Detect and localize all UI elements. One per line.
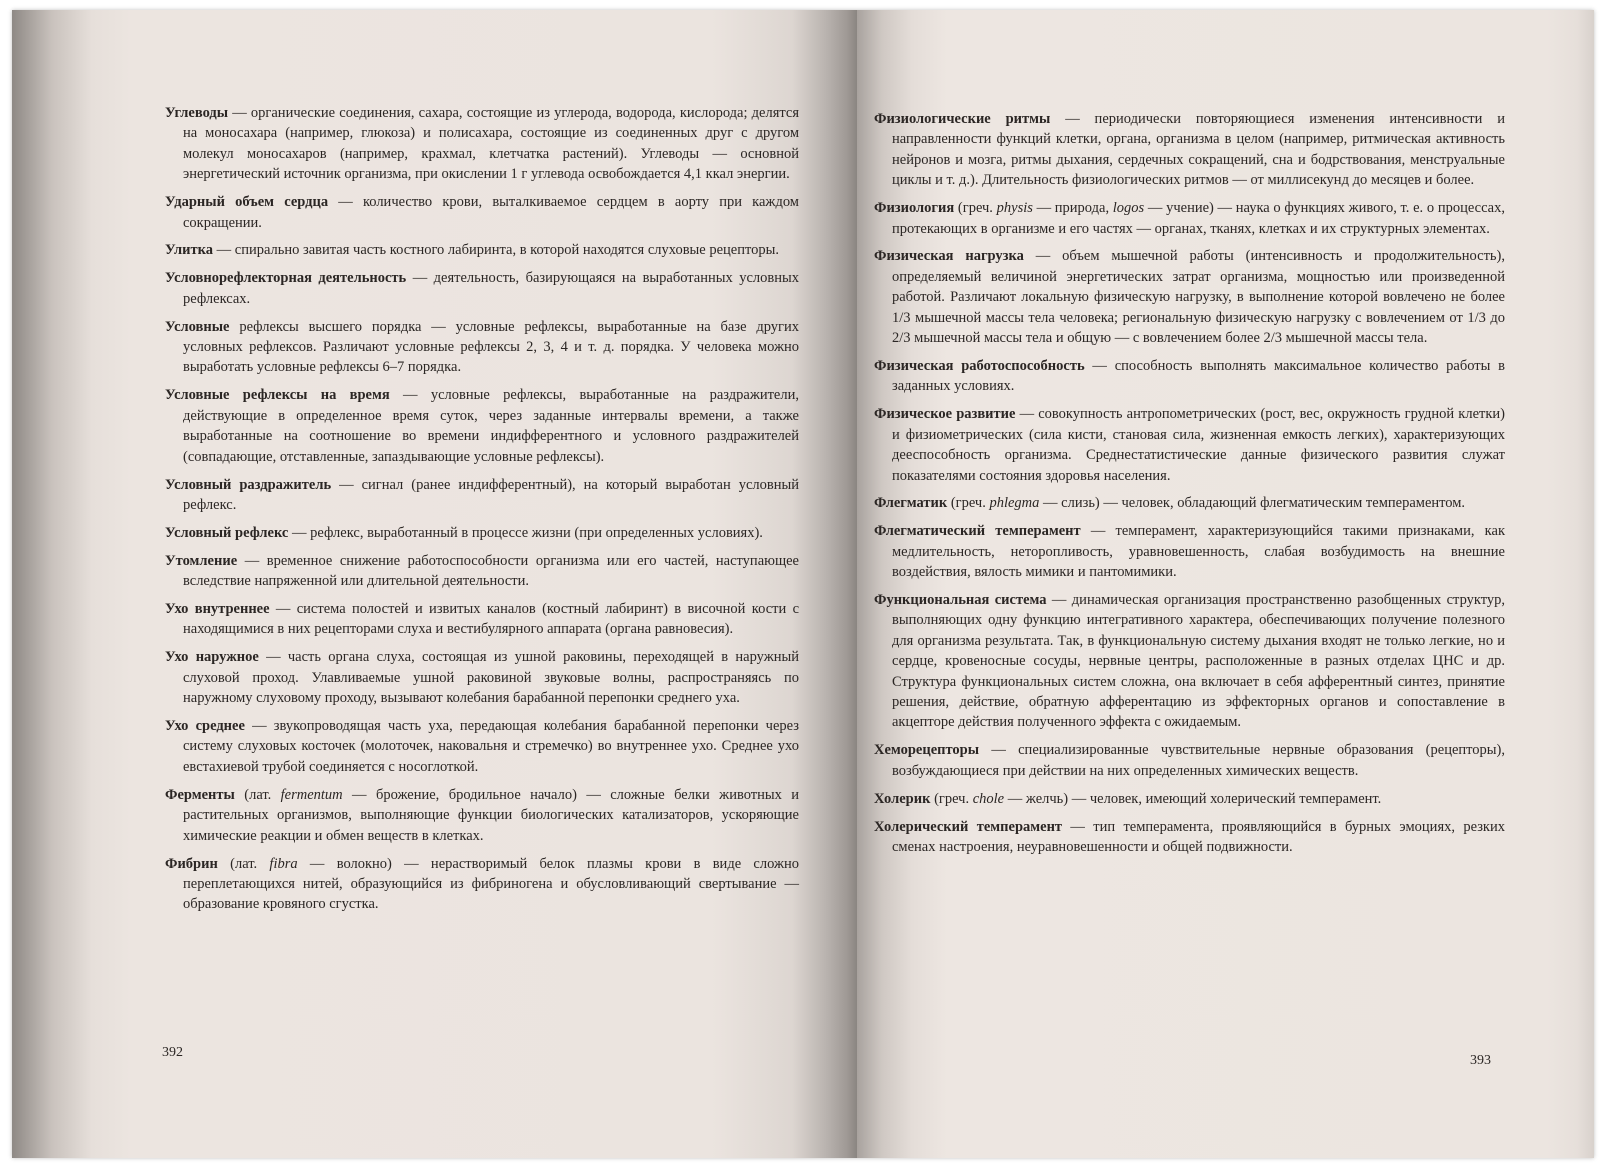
glossary-entry	[874, 356, 1505, 397]
entry-term: Физическая работоспособность	[874, 357, 1085, 374]
glossary-entry	[874, 590, 1505, 733]
glossary-entry	[874, 246, 1505, 348]
entry-prefix: (лат.	[217, 855, 270, 872]
entry-definition: — система полостей и извитых каналов (костный лабиринт) в височной кости с находящимися в них рецепторами слуха и вестибулярного аппарата (органа равновесия).	[183, 601, 800, 638]
entry-definition: — учение) — наука о функциях живого, т. е. о процессах, протекающих в организме и его частях — органах, тканях, клетках и их структурных элементах.	[892, 200, 1505, 237]
entry-greek-word: physis	[996, 200, 1033, 217]
entry-definition: — способность выполнять максимальное количество работы в заданных условиях.	[892, 357, 1506, 395]
glossary-entry	[874, 109, 1505, 191]
glossary-entry	[165, 192, 799, 233]
entry-term: Условные	[165, 318, 230, 335]
glossary-entry	[165, 475, 799, 516]
entry-definition: — темперамент, характеризующийся такими признаками, как медлительность, неторопливость, уравновешенность, слабая возбудимость на внешние воздействия, вялость мимики и пантомимики.	[892, 523, 1505, 581]
glossary-entry	[874, 521, 1505, 582]
entry-definition: — брожение, бродильное начало) — сложные белки животных и растительных организмов, выполняющие функции биологических катализаторов, ускоряющие химические реакции и обмен веществ в клетках.	[183, 786, 799, 844]
entry-definition: — органические соединения, сахара, состоящие из углерода, водорода, кислорода; делятся на моносахара (например, глюкоза) и полисахара, состоящие из соединенных друг с другом молекул моносахаров (например, крахмал, клетчатка растений). Углеводы — основной энергетический источник организма, при окислении 1 г углевода освобождается 4,1 ккал энергии.	[183, 105, 799, 183]
entry-term: Ухо наружное	[165, 649, 259, 666]
entry-term: Физическое развитие	[874, 406, 1016, 423]
entry-term: Физиологические ритмы	[874, 111, 1051, 127]
entry-greek-word: phlegma	[989, 495, 1040, 512]
entry-definition: — волокно) — нерастворимый белок плазмы крови в виде сложно переплетающихся нитей, образующийся из фибриногена и обусловливающий свертывание — образование кровяного сгустка.	[183, 855, 800, 913]
entry-prefix: (греч.	[930, 790, 973, 807]
left-page	[12, 10, 857, 1158]
entry-term: Флегматический темперамент	[874, 523, 1081, 540]
glossary-entry	[165, 240, 799, 260]
entry-term: Холерический темперамент	[874, 818, 1063, 835]
entry-latin-word: fermentum	[280, 786, 343, 803]
entry-definition: — количество крови, выталкиваемое сердцем в аорту при каждом сокращении.	[183, 194, 799, 231]
glossary-entry	[165, 599, 799, 640]
entry-definition: — временное снижение работоспособности организма или его частей, наступающее вследствие напряженной или длительной деятельности.	[183, 552, 799, 590]
glossary-entry	[874, 817, 1505, 858]
entry-latin-word: fibra	[269, 855, 298, 872]
entry-term: Условный рефлекс	[165, 524, 289, 541]
glossary-entry	[165, 385, 799, 467]
entry-prefix: (лат.	[234, 786, 281, 803]
glossary-entry	[165, 523, 799, 543]
entry-term: Хеморецепторы	[874, 742, 980, 759]
page-number-left: 392	[162, 1045, 183, 1060]
book-spread	[12, 10, 1594, 1158]
entry-term: Условнорефлекторная деятельность	[165, 270, 407, 287]
entry-definition: — периодически повторяющиеся изменения интенсивности и направленности функций клетки, органа, организма в целом (например, ритмическая активность нейронов и мозга, ритмы дыхания, сердечных сокращений, сна и бодрствования, менструальные циклы и т. д.). Длительность физиологических ритмов — от миллисекунд до месяцев и более.	[892, 111, 1505, 189]
entry-definition: — спирально завитая часть костного лабиринта, в которой находятся слуховые рецепторы.	[213, 242, 780, 259]
left-glossary-column	[165, 103, 799, 922]
glossary-entry	[165, 103, 799, 185]
entry-term: Улитка	[165, 242, 214, 259]
entry-term: Утомление	[165, 552, 238, 569]
entry-prefix: (греч.	[954, 200, 997, 217]
glossary-entry	[165, 551, 799, 592]
right-page	[857, 10, 1594, 1158]
entry-term: Условный раздражитель	[165, 476, 332, 493]
entry-definition: — динамическая организация пространственно разобщенных структур, выполняющих одну функцию интегративного характера, обеспечивающих получение полезного для организма результата. Так, в функциональную систему дыхания входят не только легкие, но и сердце, кровеносные сосуды, нервные центры, расположенные в разных отделах ЦНС и др. Структура функциональных систем сложна, она включает в себя афферентный синтез, принятие решения, действие, обратную афферентацию из эффекторных органов и сопоставление в акцепторе действия полученного эффекта с ожидаемым.	[892, 592, 1505, 731]
entry-term: Физическая нагрузка	[874, 248, 1024, 265]
entry-definition: — часть органа слуха, состоящая из ушной раковины, переходящей в наружный слуховой проход. Улавливаемые ушной раковиной звуковые волны, распространяясь по наружному слуховому проходу, вызывают колебания барабанной перепонки среднего уха.	[183, 649, 799, 707]
entry-definition: — сигнал (ранее индифферентный), на который выработан условный рефлекс.	[183, 476, 799, 513]
glossary-entry	[874, 404, 1505, 486]
entry-greek-word: chole	[972, 790, 1005, 807]
entry-term: Ферменты	[165, 786, 235, 803]
entry-definition: — специализированные чувствительные нервные образования (рецепторы), возбуждающиеся при действии на них определенных химических веществ.	[892, 742, 1505, 779]
entry-definition: рефлексы высшего порядка — условные рефлексы, выработанные на базе других условных рефлексов. Различают условные рефлексы 2, 3, 4 и т. д. порядка. У человека можно выработать условные рефлексы 6–7 порядка.	[183, 318, 799, 376]
entry-prefix: (греч.	[947, 495, 990, 512]
entry-greek-word: logos	[1112, 200, 1145, 217]
glossary-entry	[165, 268, 799, 309]
entry-definition: — желчь) — человек, имеющий холерический темперамент.	[1004, 790, 1382, 807]
entry-term: Ухо внутреннее	[165, 601, 270, 618]
glossary-entry	[874, 740, 1505, 781]
entry-term: Ударный объем сердца	[165, 194, 329, 211]
entry-definition: — объем мышечной работы (интенсивность и продолжительность), определяемый величиной энергетических затрат организма, мощностью или произведенной работой. Различают локальную физическую нагрузку, в выполнение которой вовлечено не более 1/3 мышечной массы тела человека; региональную физическую нагрузку с вовлечением от 1/3 до 2/3 мышечной массы тела и общую — с вовлечением более 2/3 мышечной массы тела.	[892, 248, 1505, 347]
glossary-entry	[874, 198, 1505, 239]
entry-middle: — природа,	[1032, 200, 1113, 217]
entry-definition: — слизь) — человек, обладающий флегматическим темпераментом.	[1039, 495, 1466, 512]
glossary-entry	[165, 317, 799, 378]
entry-term: Флегматик	[874, 495, 948, 512]
glossary-entry	[165, 854, 799, 915]
glossary-entry	[874, 789, 1505, 809]
glossary-entry	[165, 647, 799, 708]
entry-term: Углеводы	[165, 105, 229, 121]
entry-term: Функциональная система	[874, 592, 1047, 609]
entry-definition: — деятельность, базирующаяся на выработанных условных рефлексах.	[183, 270, 799, 307]
glossary-entry	[165, 785, 799, 846]
page-number-right: 393	[1470, 1053, 1491, 1068]
entry-term: Физиология	[874, 200, 955, 217]
entry-term: Фибрин	[165, 855, 218, 872]
right-glossary-column	[874, 109, 1505, 865]
entry-term: Холерик	[874, 790, 931, 807]
entry-definition: — звукопроводящая часть уха, передающая колебания барабанной перепонки через систему слуховых косточек (молоточек, наковальня и стремечко) во внутреннее ухо. Среднее ухо евстахиевой трубой соединяется с носоглоткой.	[183, 718, 799, 775]
glossary-entry	[165, 716, 799, 777]
entry-definition: — рефлекс, выработанный в процессе жизни (при определенных условиях).	[288, 524, 763, 541]
glossary-entry	[874, 493, 1505, 513]
entry-term: Ухо среднее	[165, 718, 245, 735]
entry-term: Условные рефлексы на время	[165, 387, 390, 404]
entry-definition: — совокупность антропометрических (рост, вес, окружность грудной клетки) и физиометрических (сила кисти, становая сила, жизненная емкость легких), характеризующих дееспособность организма. Среднестатистические данные физического развития служат показателями состояния здоровья населения.	[892, 406, 1505, 484]
entry-definition: — условные рефлексы, выработанные на раздражители, действующие в определенное время суток, через заданные интервалы времени, а также выработанные на соотношение во времени индифферентного и условного раздражителей (совпадающие, отставленные, запаздывающие условные рефлексы).	[183, 387, 799, 465]
entry-definition: — тип темперамента, проявляющийся в бурных эмоциях, резких сменах настроения, неуравновешенности и общей подвижности.	[892, 818, 1505, 855]
